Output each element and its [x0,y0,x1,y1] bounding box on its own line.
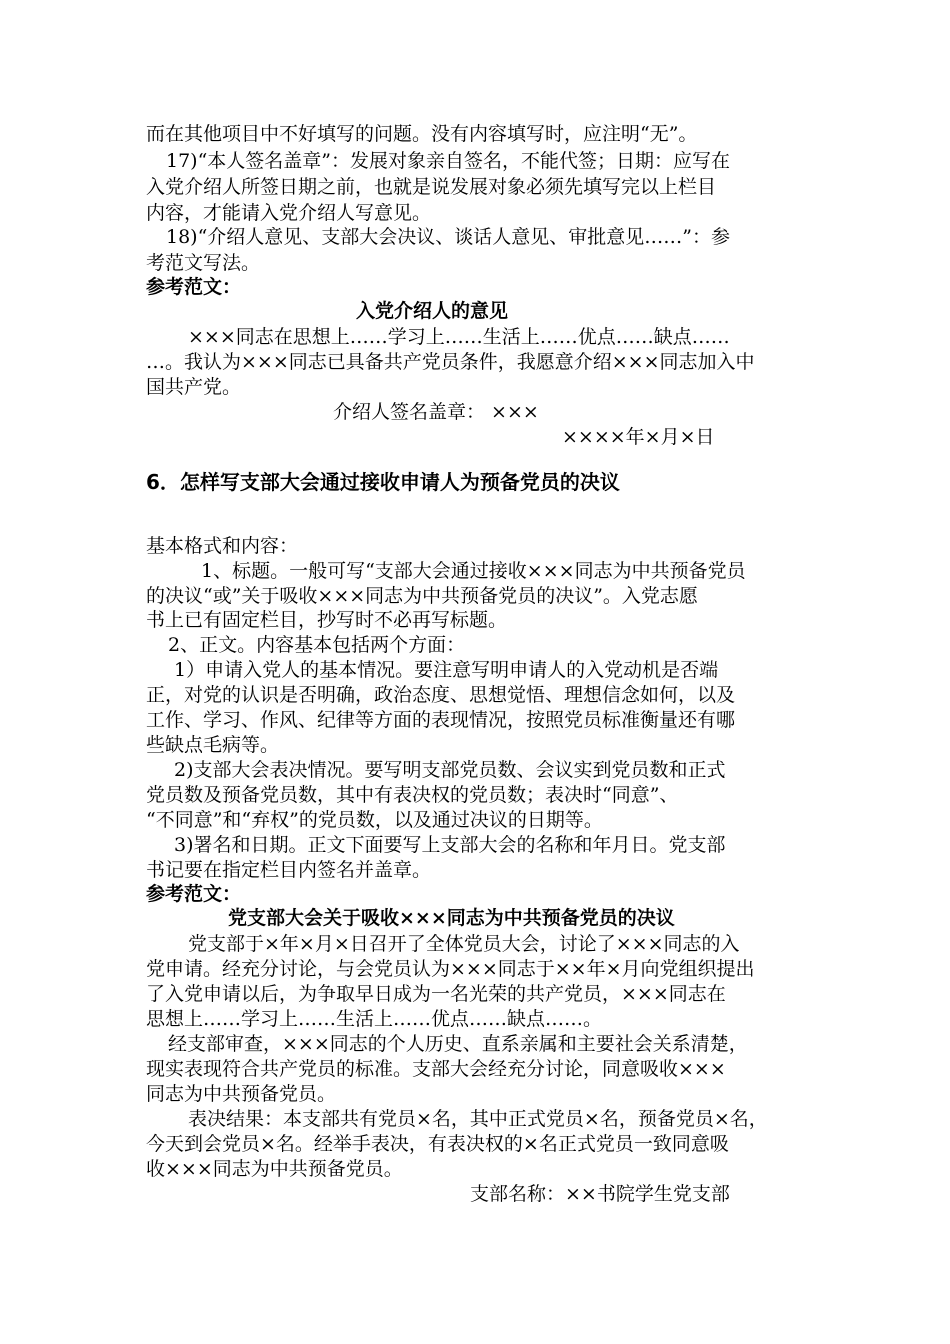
paragraph-line: 今天到会党员×名。经举手表决，有表决权的×名正式党员一致同意吸 [146,1133,729,1155]
paragraph-line: 工作、学习、作风、纪律等方面的表现情况，按照党员标准衡量还有哪 [146,709,736,731]
paragraph-line: 18)“介绍人意见、支部大会决议、谈话人意见、审批意见……”：参 [166,226,731,248]
sample-title: 党支部大会关于吸收×××同志为中共预备党员的决议 [228,907,675,929]
reference-label: 参考范文： [146,276,242,298]
signature-line: 介绍人签名盖章： ××× [333,401,539,423]
paragraph-line: 党员数及预备党员数，其中有表决权的党员数；表决时“同意”、 [146,784,679,806]
paragraph-line: 了入党申请以后，为争取早日成为一名光荣的共产党员，×××同志在 [146,983,726,1005]
paragraph-line: 基本格式和内容： [146,535,299,557]
paragraph-line: 1、标题。一般可写“支部大会通过接收×××同志为中共预备党员 [201,560,746,582]
sample-title: 入党介绍人的意见 [356,300,509,322]
paragraph-line: 内容，才能请入党介绍人写意见。 [146,202,432,224]
paragraph-line: 17)“本人签名盖章”：发展对象亲自签名，不能代签；日期：应写在 [166,150,731,172]
paragraph-line: 入党介绍人所签日期之前，也就是说发展对象必须先填写完以上栏目 [146,176,717,198]
paragraph-line: 而在其他项目中不好填写的问题。没有内容填写时，应注明“无”。 [146,123,698,145]
paragraph-line: 经支部审查，×××同志的个人历史、直系亲属和主要社会关系清楚， [168,1033,748,1055]
paragraph-line: 现实表现符合共产党员的标准。支部大会经充分讨论，同意吸收××× [146,1058,726,1080]
paragraph-line: 收×××同志为中共预备党员。 [146,1158,403,1180]
paragraph-line: …。我认为×××同志已具备共产党员条件，我愿意介绍×××同志加入中 [146,351,755,373]
section-heading: 6．怎样写支部大会通过接收申请人为预备党员的决议 [146,470,620,494]
branch-name-line: 支部名称：××书院学生党支部 [470,1183,730,1205]
paragraph-line: 2、正文。内容基本包括两个方面： [168,634,466,656]
paragraph-line: 同志为中共预备党员。 [146,1083,337,1105]
paragraph-line: 党申请。经充分讨论，与会党员认为×××同志于××年×月向党组织提出 [146,958,755,980]
paragraph-line: 2)支部大会表决情况。要写明支部党员数、会议实到党员数和正式 [174,759,726,781]
paragraph-line: 些缺点毛病等。 [146,734,280,756]
paragraph-line: “不同意”和“弃权”的党员数，以及通过决议的日期等。 [146,809,603,831]
reference-label: 参考范文： [146,883,242,905]
paragraph-line: 表决结果：本支部共有党员×名，其中正式党员×名，预备党员×名， [188,1108,768,1130]
paragraph-line: 党支部于×年×月×日召开了全体党员大会，讨论了×××同志的入 [188,933,740,955]
paragraph-line: ×××同志在思想上……学习上……生活上……优点……缺点…… [188,326,730,348]
paragraph-line: 考范文写法。 [146,252,261,274]
paragraph-line: 思想上……学习上……生活上……优点……缺点……。 [146,1008,603,1030]
paragraph-line: 国共产党。 [146,376,242,398]
paragraph-line: 3)署名和日期。正文下面要写上支部大会的名称和年月日。党支部 [174,834,726,856]
paragraph-line: 1）申请入党人的基本情况。要注意写明申请人的入党动机是否端 [174,659,719,681]
paragraph-line: 正，对党的认识是否明确，政治态度、思想觉悟、理想信念如何，以及 [146,684,736,706]
date-line: ××××年×月×日 [562,426,715,448]
paragraph-line: 的决议“或”关于吸收×××同志为中共预备党员的决议”。入党志愿 [146,585,698,607]
paragraph-line: 书上已有固定栏目，抄写时不必再写标题。 [146,609,508,631]
paragraph-line: 书记要在指定栏目内签名并盖章。 [146,859,432,881]
